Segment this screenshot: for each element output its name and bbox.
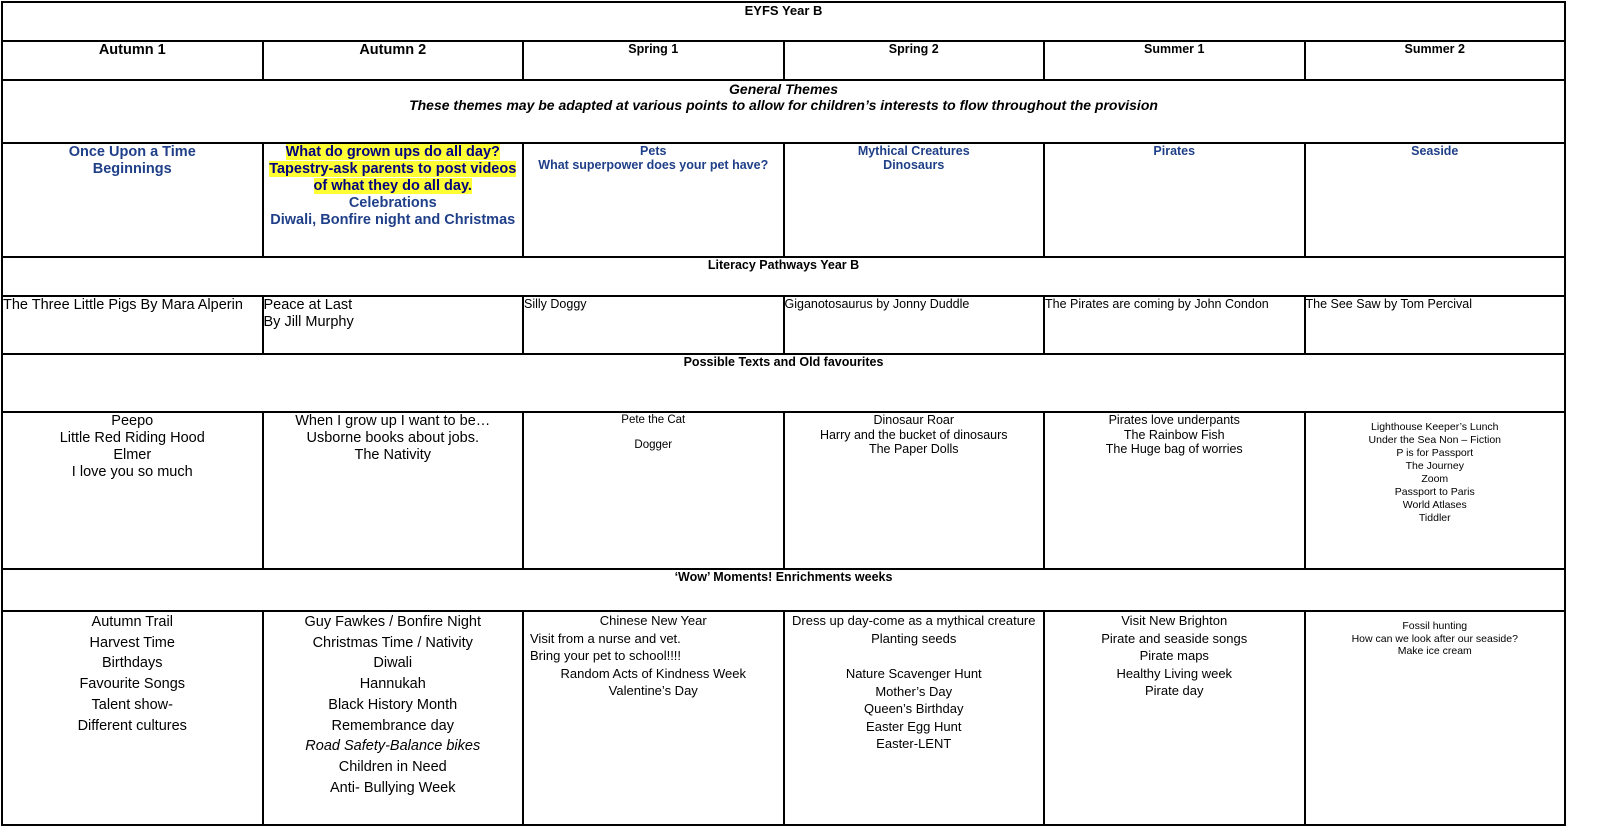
text-item: I love you so much bbox=[71, 464, 193, 480]
text-item: Pirates love underpants bbox=[1108, 413, 1240, 427]
wow-item: Different cultures bbox=[77, 717, 187, 734]
highlighted-theme-line: of what they do all day. bbox=[313, 178, 472, 194]
wow-item: Black History Month bbox=[328, 696, 458, 713]
text-item: Passport to Paris bbox=[1394, 486, 1475, 498]
text-item: Harry and the bucket of dinosaurs bbox=[819, 427, 1008, 442]
theme-summer-2 bbox=[1305, 143, 1566, 257]
texts-spring-1 bbox=[523, 412, 784, 569]
theme-line: Dinosaurs bbox=[883, 158, 945, 172]
theme-line: Celebrations bbox=[348, 195, 437, 211]
wow-item: Talent show- bbox=[91, 696, 173, 713]
text-item: The Rainbow Fish bbox=[1123, 427, 1225, 442]
wow-item: Christmas Time / Nativity bbox=[312, 634, 473, 651]
text-item: Pete the Cat bbox=[621, 414, 686, 426]
wow-item: Fossil hunting bbox=[1402, 620, 1468, 632]
theme-autumn-2 bbox=[263, 143, 524, 257]
wow-item: How can we look after our seaside? bbox=[1351, 632, 1518, 645]
book-author: By Jill Murphy bbox=[263, 314, 354, 330]
text-item: The Journey bbox=[1405, 460, 1464, 472]
wow-autumn-1 bbox=[2, 611, 263, 825]
book-title: Silly Doggy bbox=[524, 297, 587, 311]
wow-item: Guy Fawkes / Bonfire Night bbox=[304, 614, 481, 630]
text-item: P is for Passport bbox=[1396, 447, 1474, 459]
text-item: Lighthouse Keeper’s Lunch bbox=[1371, 421, 1499, 433]
literacy-autumn-2 bbox=[263, 296, 524, 354]
wow-item: Harvest Time bbox=[89, 634, 175, 651]
wow-item: Nature Scavenger Hunt bbox=[845, 666, 982, 681]
wow-spring-1 bbox=[523, 611, 784, 825]
texts-summer-2 bbox=[1305, 412, 1566, 569]
text-item: Dogger bbox=[634, 438, 673, 451]
wow-item: Healthy Living week bbox=[1116, 665, 1233, 681]
theme-line: Mythical Creatures bbox=[857, 144, 970, 158]
theme-autumn-1 bbox=[2, 143, 263, 257]
wow-item: Pirate day bbox=[1144, 683, 1204, 698]
wow-item: Pirate and seaside songs bbox=[1101, 630, 1248, 646]
theme-line: Seaside bbox=[1411, 144, 1459, 158]
text-item: When I grow up I want to be… bbox=[295, 413, 491, 429]
wow-item: Road Safety-Balance bikes bbox=[305, 738, 481, 755]
book-title: The See Saw by Tom Percival bbox=[1305, 297, 1473, 311]
theme-line: Pets bbox=[640, 144, 667, 158]
literacy-autumn-1 bbox=[2, 296, 263, 354]
general-themes-subheading: These themes may be adapted at various points to allow for children’s interests to flow throughout the provision bbox=[409, 97, 1158, 113]
text-item: Little Red Riding Hood bbox=[59, 430, 205, 446]
wow-item: Easter Egg Hunt bbox=[866, 718, 962, 734]
literacy-summer-2 bbox=[1305, 296, 1566, 354]
text-item: Elmer bbox=[113, 447, 152, 463]
wow-item: Random Acts of Kindness Week bbox=[560, 665, 746, 681]
wow-item: Dress up day-come as a mythical creature bbox=[792, 613, 1036, 628]
theme-line: Once Upon a Time bbox=[68, 144, 196, 160]
wow-moments-heading: ‘Wow’ Moments! Enrichments weeks bbox=[2, 569, 1565, 611]
wow-item: Queen’s Birthday bbox=[864, 701, 964, 716]
wow-item: Planting seeds bbox=[871, 630, 957, 646]
header-summer-1: Summer 1 bbox=[1044, 41, 1305, 80]
wow-item: Visit from a nurse and vet. bbox=[530, 630, 681, 646]
wow-spring-2 bbox=[784, 611, 1045, 825]
wow-summer-1 bbox=[1044, 611, 1305, 825]
wow-item: Pirate maps bbox=[1139, 648, 1209, 663]
general-themes-cell bbox=[2, 80, 1565, 143]
book-title: The Pirates are coming by John Condon bbox=[1045, 297, 1269, 311]
wow-autumn-2 bbox=[263, 611, 524, 825]
eyfs-plan-table bbox=[1, 1, 1566, 826]
texts-autumn-1 bbox=[2, 412, 263, 569]
text-item: The Paper Dolls bbox=[868, 442, 959, 456]
text-item: Under the Sea Non – Fiction bbox=[1368, 434, 1502, 446]
header-spring-2: Spring 2 bbox=[784, 41, 1045, 80]
theme-line: Beginnings bbox=[92, 161, 172, 177]
wow-item: Visit New Brighton bbox=[1121, 613, 1228, 628]
text-item: The Nativity bbox=[354, 447, 432, 463]
wow-item: Favourite Songs bbox=[79, 676, 186, 693]
theme-line: Diwali, Bonfire night and Christmas bbox=[270, 212, 516, 228]
header-autumn-2: Autumn 2 bbox=[263, 41, 524, 80]
wow-item: Remembrance day bbox=[331, 717, 454, 734]
literacy-spring-2 bbox=[784, 296, 1045, 354]
wow-summer-2 bbox=[1305, 611, 1566, 825]
theme-line: What superpower does your pet have? bbox=[538, 158, 769, 172]
wow-item: Hannukah bbox=[359, 676, 426, 693]
text-item: Dinosaur Roar bbox=[873, 413, 955, 427]
wow-item: Autumn Trail bbox=[91, 614, 173, 630]
literacy-spring-1 bbox=[523, 296, 784, 354]
text-item: Usborne books about jobs. bbox=[306, 430, 479, 446]
text-item: The Huge bag of worries bbox=[1105, 442, 1243, 456]
highlighted-theme-line: Tapestry-ask parents to post videos bbox=[269, 161, 517, 177]
literacy-pathways-heading: Literacy Pathways Year B bbox=[2, 257, 1565, 296]
header-autumn-1: Autumn 1 bbox=[2, 41, 263, 80]
general-themes-heading: General Themes bbox=[729, 81, 838, 97]
wow-item: Valentine’s Day bbox=[608, 683, 698, 698]
header-spring-1: Spring 1 bbox=[523, 41, 784, 80]
text-item: Tiddler bbox=[1418, 512, 1451, 524]
literacy-summer-1 bbox=[1044, 296, 1305, 354]
document-title: EYFS Year B bbox=[2, 2, 1565, 41]
theme-line: Pirates bbox=[1153, 144, 1196, 158]
book-title: The Three Little Pigs By Mara Alperin bbox=[3, 297, 243, 313]
highlighted-theme-line: What do grown ups do all day? bbox=[285, 144, 500, 160]
wow-item: Bring your pet to school!!!! bbox=[530, 648, 682, 663]
theme-summer-1 bbox=[1044, 143, 1305, 257]
wow-item: Easter-LENT bbox=[876, 736, 952, 751]
text-item: Peepo bbox=[111, 413, 154, 429]
wow-item: Birthdays bbox=[102, 655, 163, 672]
theme-spring-2 bbox=[784, 143, 1045, 257]
wow-item: Make ice cream bbox=[1397, 645, 1472, 657]
book-title: Peace at Last bbox=[263, 297, 353, 313]
wow-item: Diwali bbox=[373, 655, 413, 672]
book-title: Giganotosaurus by Jonny Duddle bbox=[784, 297, 970, 311]
texts-autumn-2 bbox=[263, 412, 524, 569]
wow-item: Children in Need bbox=[338, 758, 447, 775]
theme-spring-1 bbox=[523, 143, 784, 257]
wow-item: Mother’s Day bbox=[875, 683, 953, 699]
text-item: World Atlases bbox=[1402, 499, 1467, 511]
text-item: Zoom bbox=[1421, 473, 1449, 485]
header-summer-2: Summer 2 bbox=[1305, 41, 1566, 80]
texts-summer-1 bbox=[1044, 412, 1305, 569]
wow-item: Chinese New Year bbox=[599, 613, 707, 628]
possible-texts-heading: Possible Texts and Old favourites bbox=[2, 354, 1565, 412]
wow-item: Anti- Bullying Week bbox=[330, 779, 456, 796]
texts-spring-2 bbox=[784, 412, 1045, 569]
